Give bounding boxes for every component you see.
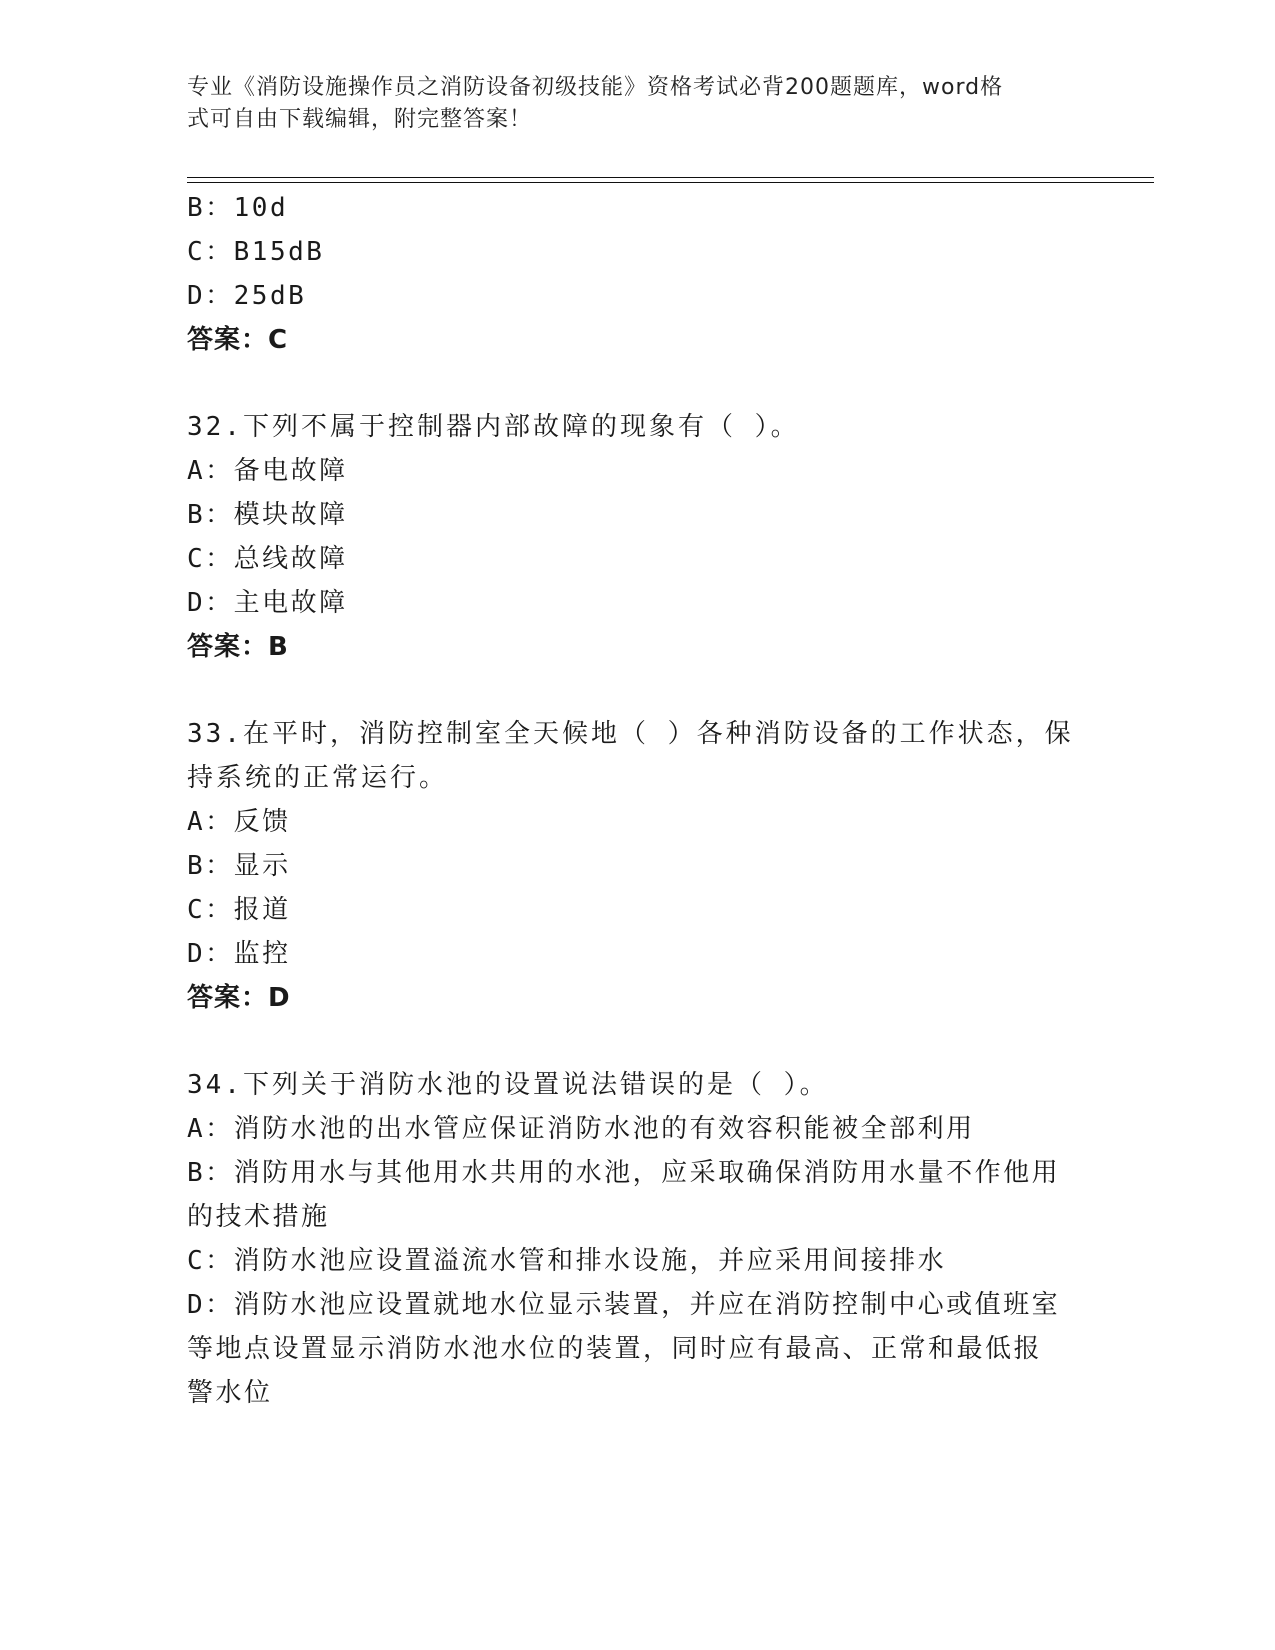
q33-stem-line-1: 33.在平时，消防控制室全天候地（ ）各种消防设备的工作状态，保 bbox=[187, 719, 1074, 749]
prev-option-b: B：10d bbox=[187, 193, 289, 223]
document-header bbox=[187, 72, 1067, 136]
q32-option-d: D：主电故障 bbox=[187, 588, 348, 618]
q33-stem-line-2: 持系统的正常运行。 bbox=[187, 763, 449, 793]
q33-option-a: A：反馈 bbox=[187, 807, 291, 837]
q34-option-d-line-3: 警水位 bbox=[187, 1378, 273, 1408]
q34-option-d-line-1: D：消防水池应设置就地水位显示装置，并应在消防控制中心或值班室 bbox=[187, 1290, 1061, 1320]
header-line-2: 式可自由下载编辑，附完整答案！ bbox=[187, 107, 533, 132]
header-line-1: 专业《消防设施操作员之消防设备初级技能》资格考试必背200题题库，word格 bbox=[187, 75, 1004, 100]
q33-option-d: D：监控 bbox=[187, 939, 291, 969]
q34-option-d-line-2: 等地点设置显示消防水池水位的装置，同时应有最高、正常和最低报 bbox=[187, 1334, 1043, 1364]
q32-option-a: A：备电故障 bbox=[187, 456, 348, 486]
header-divider-bottom bbox=[187, 182, 1154, 183]
prev-option-c: C：B15dB bbox=[187, 237, 325, 267]
q34-stem: 34.下列关于消防水池的设置说法错误的是（ ）。 bbox=[187, 1070, 829, 1100]
header-divider-top bbox=[187, 177, 1154, 178]
q32-option-b: B：模块故障 bbox=[187, 500, 348, 530]
q34-option-c: C：消防水池应设置溢流水管和排水设施，并应采用间接排水 bbox=[187, 1246, 947, 1276]
q33-answer: 答案：D bbox=[187, 983, 291, 1013]
prev-option-d: D：25dB bbox=[187, 281, 307, 311]
q34-option-b-line-2: 的技术措施 bbox=[187, 1202, 330, 1232]
q34-option-b-line-1: B：消防用水与其他用水共用的水池，应采取确保消防用水量不作他用 bbox=[187, 1158, 1061, 1188]
q32-answer: 答案：B bbox=[187, 632, 289, 662]
q33-option-c: C：报道 bbox=[187, 895, 291, 925]
prev-answer: 答案：C bbox=[187, 325, 289, 355]
q32-stem: 32.下列不属于控制器内部故障的现象有（ ）。 bbox=[187, 412, 800, 442]
q33-option-b: B：显示 bbox=[187, 851, 291, 881]
q32-option-c: C：总线故障 bbox=[187, 544, 348, 574]
q34-option-a: A：消防水池的出水管应保证消防水池的有效容积能被全部利用 bbox=[187, 1114, 975, 1144]
